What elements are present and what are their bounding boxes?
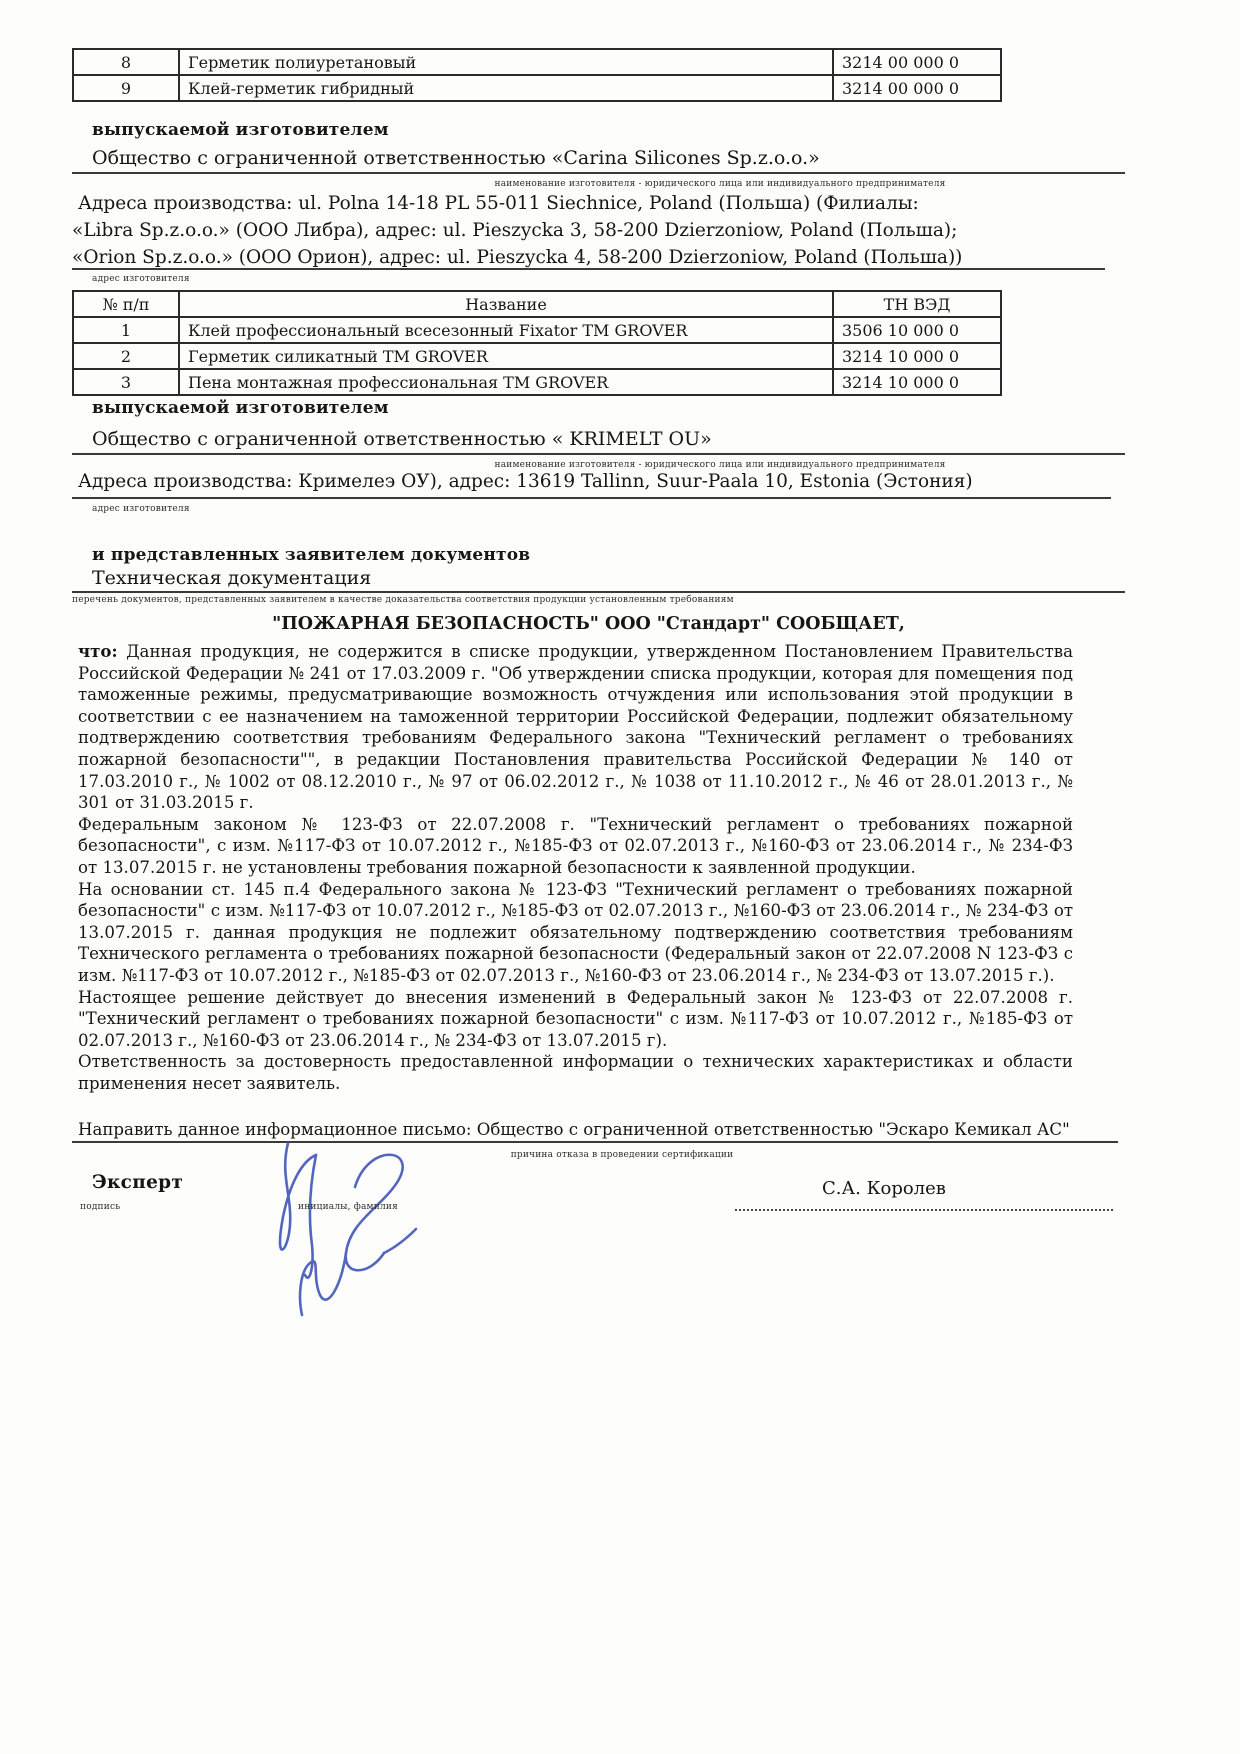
product-name: Клей-герметик гибридный [179,75,833,101]
row-number: 1 [73,317,179,343]
manufacturer-name-1: Общество с ограниченной ответственностью «Carina Silicones Sp.z.o.o.» [72,147,1125,174]
signer-name-dotted-line [735,1208,1113,1211]
signer-role: Эксперт [92,1172,184,1193]
signature-caption: инициалы, фамилия [298,1202,398,1212]
tnved-code: 3214 00 000 0 [833,75,1001,101]
address-line: «Libra Sp.z.o.o.» (ООО Либра), адрес: ul. Pieszycka 3, 58-200 Dzierzoniow, Poland (Польша); [72,220,958,241]
manufacturer-address-2: Адреса производства: Кримелеэ ОУ), адрес: 13619 Tallinn, Suur-Paala 10, Estonia (Эстония) [72,468,1111,499]
table-row [73,343,1001,369]
manufacturer-address-caption-2: адрес изготовителя [92,504,190,514]
section-label-documents: и представленных заявителем документов [92,545,531,565]
documents-value: Техническая документация [72,567,1125,593]
product-name: Пена монтажная профессиональная TM GROVER [179,369,833,395]
header-name: Название [179,291,833,317]
paragraph-5: Ответственность за достоверность предоставленной информации о технических характеристиках и области применения несет заявитель. [78,1052,1073,1093]
tnved-code: 3214 10 000 0 [833,369,1001,395]
table-row [73,369,1001,395]
products-table [72,290,1002,396]
section-label-manufacturer-1: выпускаемой изготовителем [92,120,389,140]
products-table-continuation [72,48,1002,102]
address-line: Адреса производства: ul. Polna 14-18 PL 55-011 Siechnice, Poland (Польша) (Филиалы: [78,193,919,214]
manufacturer-address-caption-1: адрес изготовителя [92,274,190,284]
signer-role-caption: подпись [80,1202,121,1212]
address-underline-1 [72,268,1105,270]
manufacturer-name-caption-1: наименование изготовителя - юридического лица или индивидуального предпринимателя [494,179,946,189]
manufacturer-name-2: Общество с ограниченной ответственностью « KRIMELT OU» [72,428,1125,455]
paragraph-1 [78,641,1073,814]
forwarding-line: Направить данное информационное письмо: Общество с ограниченной ответственностью "Эскаро Кемикал АС" [72,1120,1118,1143]
product-name: Клей профессиональный всесезонный Fixator TM GROVER [179,317,833,343]
product-name: Герметик силикатный TM GROVER [179,343,833,369]
paragraph-2: Федеральным законом № 123-ФЗ от 22.07.2008 г. "Технический регламент о требованиях пожарной безопасности", с изм. №117-ФЗ от 10.07.2012 г., №185-ФЗ от 02.07.2013 г., №160-ФЗ от 23.06.2014 г., № 234-ФЗ от 13.07.2015 г. не установлены требования пожарной безопасности к заявленной продукции. [78,814,1073,877]
address-line: «Orion Sp.z.o.o.» (ООО Орион), адрес: ul. Pieszycka 4, 58-200 Dzierzoniow, Poland (Польша)) [72,247,963,268]
statement-heading: "ПОЖАРНАЯ БЕЗОПАСНОСТЬ" ООО "Стандарт" СООБЩАЕТ, [272,614,905,634]
manufacturer-address-1 [72,190,1078,271]
documents-caption: перечень документов, представленных заявителем в качестве доказательства соответствия продукции установленным требованиям [72,595,734,605]
paragraph-1-text: Данная продукция, не содержится в списке продукции, утвержденном Постановлением Правительства Российской Федерации № 241 от 17.03.2009 г. "Об утверждении списка продукции, которая для помещения под таможенные режимы, предусматривающие возможность отчуждения или использования этой продукции в соответствии с ее назначением на таможенной территории Российской Федерации, подлежит обязательному подтверждению соответствия требованиям Федерального закона "Технический регламент о требованиях пожарной безопасности"", в редакции Постановления правительства Российской Федерации № 140 от 17.03.2010 г., № 1002 от 08.12.2010 г., № 97 от 06.02.2012 г., № 1038 от 11.10.2012 г., № 46 от 28.01.2013 г., № 301 от 31.03.2015 г. [78,642,1073,813]
table-row [73,317,1001,343]
row-number: 2 [73,343,179,369]
paragraph-4: Настоящее решение действует до внесения изменений в Федеральный закон № 123-ФЗ от 22.07.2008 г. "Технический регламент о требованиях пожарной безопасности" с изм. №117-ФЗ от 10.07.2012 г., №185-ФЗ от 02.07.2013 г., №160-ФЗ от 23.06.2014 г., № 234-ФЗ от 13.07.2015 г). [78,987,1073,1050]
table-header-row [73,291,1001,317]
signer-name: С.А. Королев [822,1178,946,1199]
statement-body [78,641,1073,1094]
row-number: 9 [73,75,179,101]
header-code: ТН ВЭД [833,291,1001,317]
product-name: Герметик полиуретановый [179,49,833,75]
tnved-code: 3214 00 000 0 [833,49,1001,75]
table-row [73,49,1001,75]
tnved-code: 3506 10 000 0 [833,317,1001,343]
tnved-code: 3214 10 000 0 [833,343,1001,369]
header-num: № п/п [73,291,179,317]
paragraph-3: На основании ст. 145 п.4 Федерального закона № 123-ФЗ "Технический регламент о требованиях пожарной безопасности" с изм. №117-ФЗ от 10.07.2012 г., №185-ФЗ от 02.07.2013 г., №160-ФЗ от 23.06.2014 г., № 234-ФЗ от 13.07.2015 г. данная продукция не подлежит обязательному подтверждению соответствия требованиям Технического регламента о требованиях пожарной безопасности (Федеральный закон от 22.07.2008 N 123-ФЗ с изм. №117-ФЗ от 10.07.2012 г., №185-ФЗ от 02.07.2013 г., №160-ФЗ от 23.06.2014 г., № 234-ФЗ от 13.07.2015 г.). [78,879,1073,985]
manufacturer-name-caption-2: наименование изготовителя - юридического лица или индивидуального предпринимателя [494,460,946,470]
forwarding-caption: причина отказа в проведении сертификации [510,1150,734,1160]
handwritten-signature [250,1125,450,1325]
row-number: 8 [73,49,179,75]
table-row [73,75,1001,101]
row-number: 3 [73,369,179,395]
section-label-manufacturer-2: выпускаемой изготовителем [92,398,389,418]
paragraph-lead: что: [78,641,118,661]
